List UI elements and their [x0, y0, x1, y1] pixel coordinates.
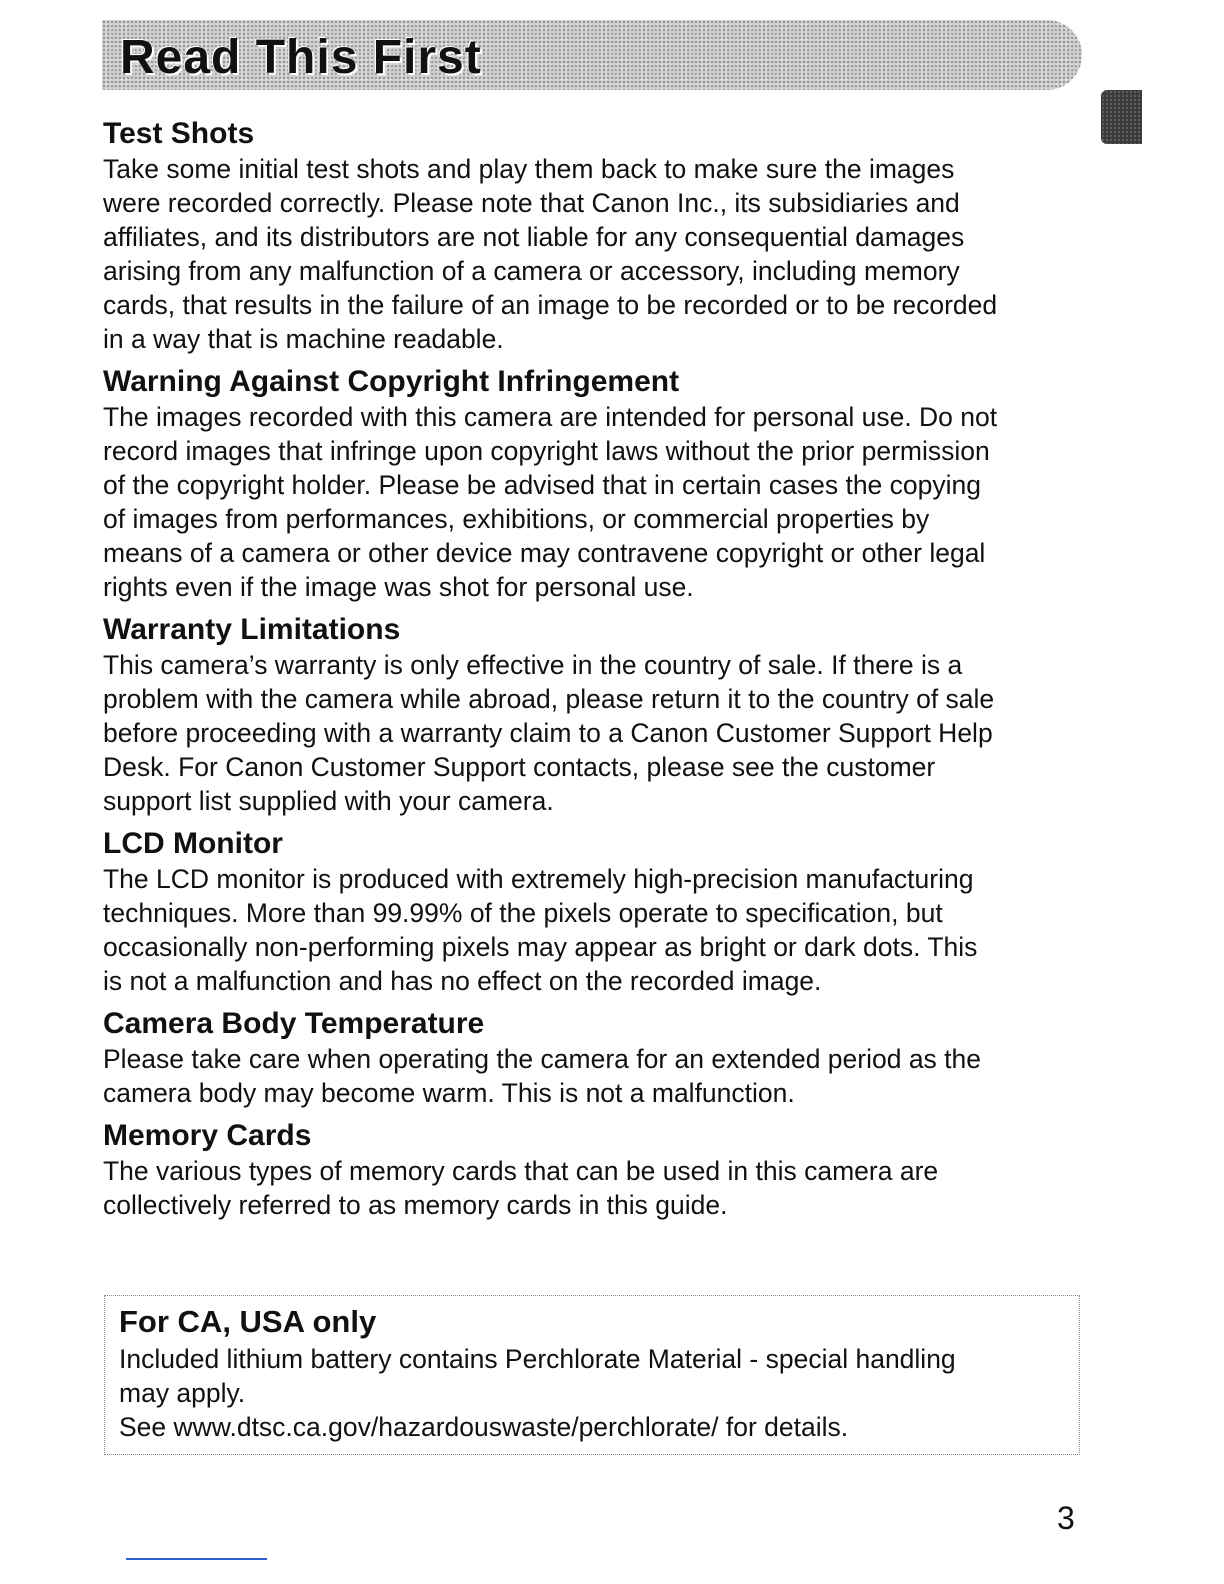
section-line: This camera’s warranty is only effective in the country of sale. If there is a	[103, 650, 963, 680]
section-line: The LCD monitor is produced with extremely high-precision manufacturing	[103, 864, 974, 894]
section-line: collectively referred to as memory cards in this guide.	[103, 1190, 728, 1220]
section-line: is not a malfunction and has no effect on the recorded image.	[103, 966, 822, 996]
section-camera-body-temperature	[103, 1006, 1093, 1110]
main-content	[103, 116, 1093, 1222]
section-line: in a way that is machine readable.	[103, 324, 504, 354]
section-line: problem with the camera while abroad, please return it to the country of sale	[103, 684, 995, 714]
section-line: affiliates, and its distributors are not liable for any consequential damages	[103, 222, 965, 252]
section-line: record images that infringe upon copyright laws without the prior permission	[103, 436, 990, 466]
section-line: were recorded correctly. Please note that Canon Inc., its subsidiaries and	[103, 188, 960, 218]
section-line: camera body may become warm. This is not a malfunction.	[103, 1078, 795, 1108]
section-line: The various types of memory cards that can be used in this camera are	[103, 1156, 939, 1186]
section-line: Desk. For Canon Customer Support contacts, please see the customer	[103, 752, 936, 782]
section-line: occasionally non-performing pixels may appear as bright or dark dots. This	[103, 932, 978, 962]
section-heading: LCD Monitor	[103, 827, 283, 860]
notice-heading: For CA, USA only	[119, 1304, 377, 1339]
section-heading: Warning Against Copyright Infringement	[103, 365, 680, 398]
section-line: before proceeding with a warranty claim to a Canon Customer Support Help	[103, 718, 993, 748]
section-heading: Warranty Limitations	[103, 613, 401, 646]
section-warranty-limitations	[103, 612, 1093, 818]
section-line: means of a camera or other device may contravene copyright or other legal	[103, 538, 986, 568]
notice-line: See www.dtsc.ca.gov/hazardouswaste/perchlorate/ for details.	[119, 1412, 849, 1442]
banner-title: Read This First	[120, 31, 482, 84]
notice-line: Included lithium battery contains Perchlorate Material - special handling	[119, 1344, 956, 1374]
section-line: arising from any malfunction of a camera or accessory, including memory	[103, 256, 960, 286]
footer-divider	[126, 1558, 267, 1560]
section-line: The images recorded with this camera are intended for personal use. Do not	[103, 402, 998, 432]
section-memory-cards	[103, 1118, 1093, 1222]
section-line: of images from performances, exhibitions, or commercial properties by	[103, 504, 930, 534]
notice-line: may apply.	[119, 1378, 246, 1408]
page-number: 3	[1057, 1500, 1075, 1536]
section-line: of the copyright holder. Please be advised that in certain cases the copying	[103, 470, 981, 500]
section-line: Please take care when operating the camera for an extended period as the	[103, 1044, 982, 1074]
section-line: support list supplied with your camera.	[103, 786, 554, 816]
chapter-tab-marker	[1101, 90, 1142, 144]
section-line: cards, that results in the failure of an image to be recorded or to be recorded	[103, 290, 998, 320]
section-heading: Test Shots	[103, 117, 255, 150]
section-line: rights even if the image was shot for personal use.	[103, 572, 694, 602]
section-heading: Memory Cards	[103, 1119, 312, 1152]
section-copyright-warning	[103, 364, 1093, 604]
section-heading: Camera Body Temperature	[103, 1007, 485, 1040]
section-banner	[102, 20, 1082, 90]
ca-usa-notice-box	[104, 1295, 1080, 1455]
section-lcd-monitor	[103, 826, 1093, 998]
section-test-shots	[103, 116, 1093, 356]
section-line: Take some initial test shots and play them back to make sure the images	[103, 154, 955, 184]
section-line: techniques. More than 99.99% of the pixels operate to specification, but	[103, 898, 943, 928]
